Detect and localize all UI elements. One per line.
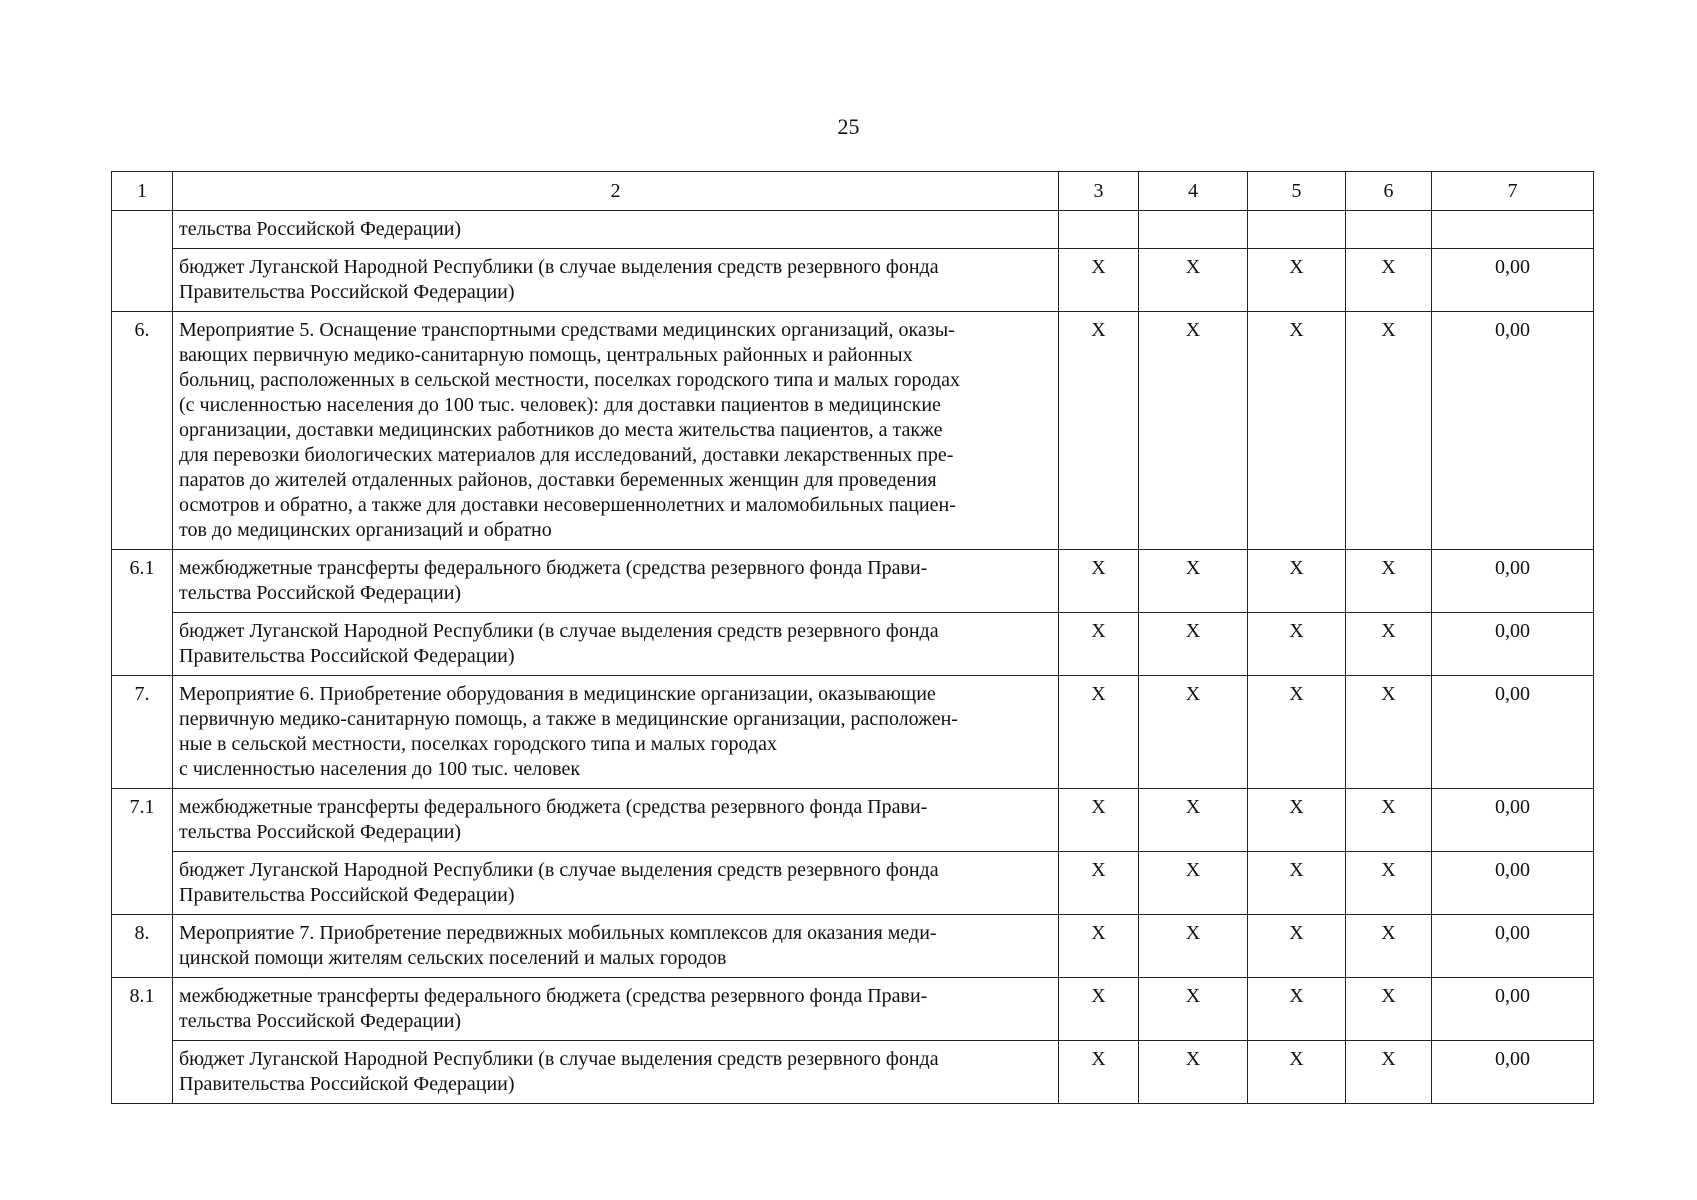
description-line: бюджет Луганской Народной Республики (в случае выделения средств резервного фонда <box>179 859 939 881</box>
mark-cell-c3: X <box>1059 550 1139 613</box>
description-line: тельства Российской Федерации) <box>179 821 462 843</box>
mark-cell-c3: X <box>1059 613 1139 676</box>
mark-cell-c6: X <box>1346 312 1432 550</box>
mark-cell-c3: X <box>1059 852 1139 915</box>
amount-cell: 0,00 <box>1432 550 1594 613</box>
mark-cell-c4: X <box>1139 915 1248 978</box>
description-cell <box>173 1041 1059 1104</box>
amount-cell: 0,00 <box>1432 1041 1594 1104</box>
description-line: тельства Российской Федерации) <box>179 1010 462 1032</box>
description-line: вающих первичную медико-санитарную помощь, центральных районных и районных <box>179 344 913 366</box>
row-number-cell: 6.1 <box>112 550 173 676</box>
description-cell <box>173 915 1059 978</box>
description-cell <box>173 550 1059 613</box>
mark-cell-c6: X <box>1346 978 1432 1041</box>
description-line: Правительства Российской Федерации) <box>179 281 515 303</box>
budget-table <box>111 171 1594 1104</box>
description-cell <box>173 249 1059 312</box>
description-line: Мероприятие 7. Приобретение передвижных мобильных комплексов для оказания меди- <box>179 922 937 944</box>
mark-cell-c3 <box>1059 211 1139 249</box>
description-line: межбюджетные трансферты федерального бюджета (средства резервного фонда Прави- <box>179 985 928 1007</box>
mark-cell-c4: X <box>1139 789 1248 852</box>
mark-cell-c4: X <box>1139 613 1248 676</box>
amount-cell: 0,00 <box>1432 613 1594 676</box>
mark-cell-c6: X <box>1346 1041 1432 1104</box>
description-cell <box>173 789 1059 852</box>
row-number-cell: 6. <box>112 312 173 550</box>
mark-cell-c5: X <box>1248 550 1346 613</box>
mark-cell-c5 <box>1248 211 1346 249</box>
description-line: осмотров и обратно, а также для доставки несовершеннолетних и маломобильных пациен- <box>179 494 956 516</box>
description-line: Правительства Российской Федерации) <box>179 1073 515 1095</box>
amount-cell: 0,00 <box>1432 789 1594 852</box>
mark-cell-c4: X <box>1139 1041 1248 1104</box>
mark-cell-c3: X <box>1059 1041 1139 1104</box>
description-line: первичную медико-санитарную помощь, а также в медицинские организации, расположен- <box>179 708 958 730</box>
description-line: больниц, расположенных в сельской местности, поселках городского типа и малых городах <box>179 369 961 391</box>
table-body <box>112 211 1594 1104</box>
amount-cell: 0,00 <box>1432 852 1594 915</box>
amount-cell: 0,00 <box>1432 312 1594 550</box>
description-line: тельства Российской Федерации) <box>179 218 462 240</box>
mark-cell-c4: X <box>1139 550 1248 613</box>
amount-cell: 0,00 <box>1432 978 1594 1041</box>
description-cell <box>173 852 1059 915</box>
table-row <box>112 915 1594 978</box>
mark-cell-c3: X <box>1059 915 1139 978</box>
mark-cell-c4: X <box>1139 249 1248 312</box>
mark-cell-c4: X <box>1139 676 1248 789</box>
amount-cell: 0,00 <box>1432 249 1594 312</box>
row-number-cell: 7.1 <box>112 789 173 915</box>
description-line: паратов до жителей отдаленных районов, доставки беременных женщин для проведения <box>179 469 937 491</box>
mark-cell-c6: X <box>1346 249 1432 312</box>
table-row <box>112 676 1594 789</box>
table-row <box>112 613 1594 676</box>
row-number-cell: 7. <box>112 676 173 789</box>
amount-cell <box>1432 211 1594 249</box>
mark-cell-c4: X <box>1139 312 1248 550</box>
description-line: для перевозки биологических материалов для исследований, доставки лекарственных пре- <box>179 444 954 466</box>
table-row <box>112 1041 1594 1104</box>
description-line: тельства Российской Федерации) <box>179 582 462 604</box>
mark-cell-c3: X <box>1059 789 1139 852</box>
mark-cell-c6: X <box>1346 676 1432 789</box>
mark-cell-c6 <box>1346 211 1432 249</box>
header-col-1: 1 <box>112 172 173 211</box>
table-header <box>112 172 1594 211</box>
mark-cell-c5: X <box>1248 613 1346 676</box>
table-row <box>112 550 1594 613</box>
description-line: Правительства Российской Федерации) <box>179 884 515 906</box>
description-line: Правительства Российской Федерации) <box>179 645 515 667</box>
table-row <box>112 789 1594 852</box>
description-cell <box>173 211 1059 249</box>
header-row <box>112 172 1594 211</box>
mark-cell-c5: X <box>1248 789 1346 852</box>
description-line: межбюджетные трансферты федерального бюджета (средства резервного фонда Прави- <box>179 796 928 818</box>
description-cell <box>173 978 1059 1041</box>
row-number-cell: 8. <box>112 915 173 978</box>
header-col-2: 2 <box>173 172 1059 211</box>
table-row <box>112 249 1594 312</box>
mark-cell-c3: X <box>1059 312 1139 550</box>
mark-cell-c5: X <box>1248 1041 1346 1104</box>
row-number-cell <box>112 211 173 312</box>
mark-cell-c6: X <box>1346 550 1432 613</box>
mark-cell-c3: X <box>1059 978 1139 1041</box>
mark-cell-c4: X <box>1139 852 1248 915</box>
description-line: бюджет Луганской Народной Республики (в случае выделения средств резервного фонда <box>179 256 939 278</box>
table-row <box>112 978 1594 1041</box>
description-line: Мероприятие 5. Оснащение транспортными средствами медицинских организаций, оказы- <box>179 319 955 341</box>
header-col-5: 5 <box>1248 172 1346 211</box>
description-line: с численностью населения до 100 тыс. человек <box>179 758 581 780</box>
mark-cell-c3: X <box>1059 249 1139 312</box>
header-col-3: 3 <box>1059 172 1139 211</box>
description-cell <box>173 312 1059 550</box>
description-line: межбюджетные трансферты федерального бюджета (средства резервного фонда Прави- <box>179 557 928 579</box>
description-line: организации, доставки медицинских работников до места жительства пациентов, а также <box>179 419 943 441</box>
mark-cell-c4: X <box>1139 978 1248 1041</box>
mark-cell-c6: X <box>1346 613 1432 676</box>
mark-cell-c6: X <box>1346 915 1432 978</box>
description-line: бюджет Луганской Народной Республики (в случае выделения средств резервного фонда <box>179 620 939 642</box>
mark-cell-c5: X <box>1248 915 1346 978</box>
mark-cell-c5: X <box>1248 978 1346 1041</box>
mark-cell-c5: X <box>1248 249 1346 312</box>
table-row <box>112 211 1594 249</box>
mark-cell-c5: X <box>1248 852 1346 915</box>
row-number-cell: 8.1 <box>112 978 173 1104</box>
mark-cell-c4 <box>1139 211 1248 249</box>
description-line: цинской помощи жителям сельских поселений и малых городов <box>179 947 727 969</box>
mark-cell-c3: X <box>1059 676 1139 789</box>
description-line: (с численностью населения до 100 тыс. человек): для доставки пациентов в медицинские <box>179 394 941 416</box>
mark-cell-c6: X <box>1346 852 1432 915</box>
amount-cell: 0,00 <box>1432 676 1594 789</box>
mark-cell-c5: X <box>1248 676 1346 789</box>
mark-cell-c5: X <box>1248 312 1346 550</box>
description-line: тов до медицинских организаций и обратно <box>179 519 552 541</box>
description-line: Мероприятие 6. Приобретение оборудования в медицинские организации, оказывающие <box>179 683 936 705</box>
header-col-4: 4 <box>1139 172 1248 211</box>
description-line: ные в сельской местности, поселках городского типа и малых городах <box>179 733 777 755</box>
mark-cell-c6: X <box>1346 789 1432 852</box>
header-col-7: 7 <box>1432 172 1594 211</box>
description-line: бюджет Луганской Народной Республики (в случае выделения средств резервного фонда <box>179 1048 939 1070</box>
description-cell <box>173 613 1059 676</box>
header-col-6: 6 <box>1346 172 1432 211</box>
table-row <box>112 852 1594 915</box>
page-number: 25 <box>837 114 860 139</box>
amount-cell: 0,00 <box>1432 915 1594 978</box>
table-row <box>112 312 1594 550</box>
description-cell <box>173 676 1059 789</box>
